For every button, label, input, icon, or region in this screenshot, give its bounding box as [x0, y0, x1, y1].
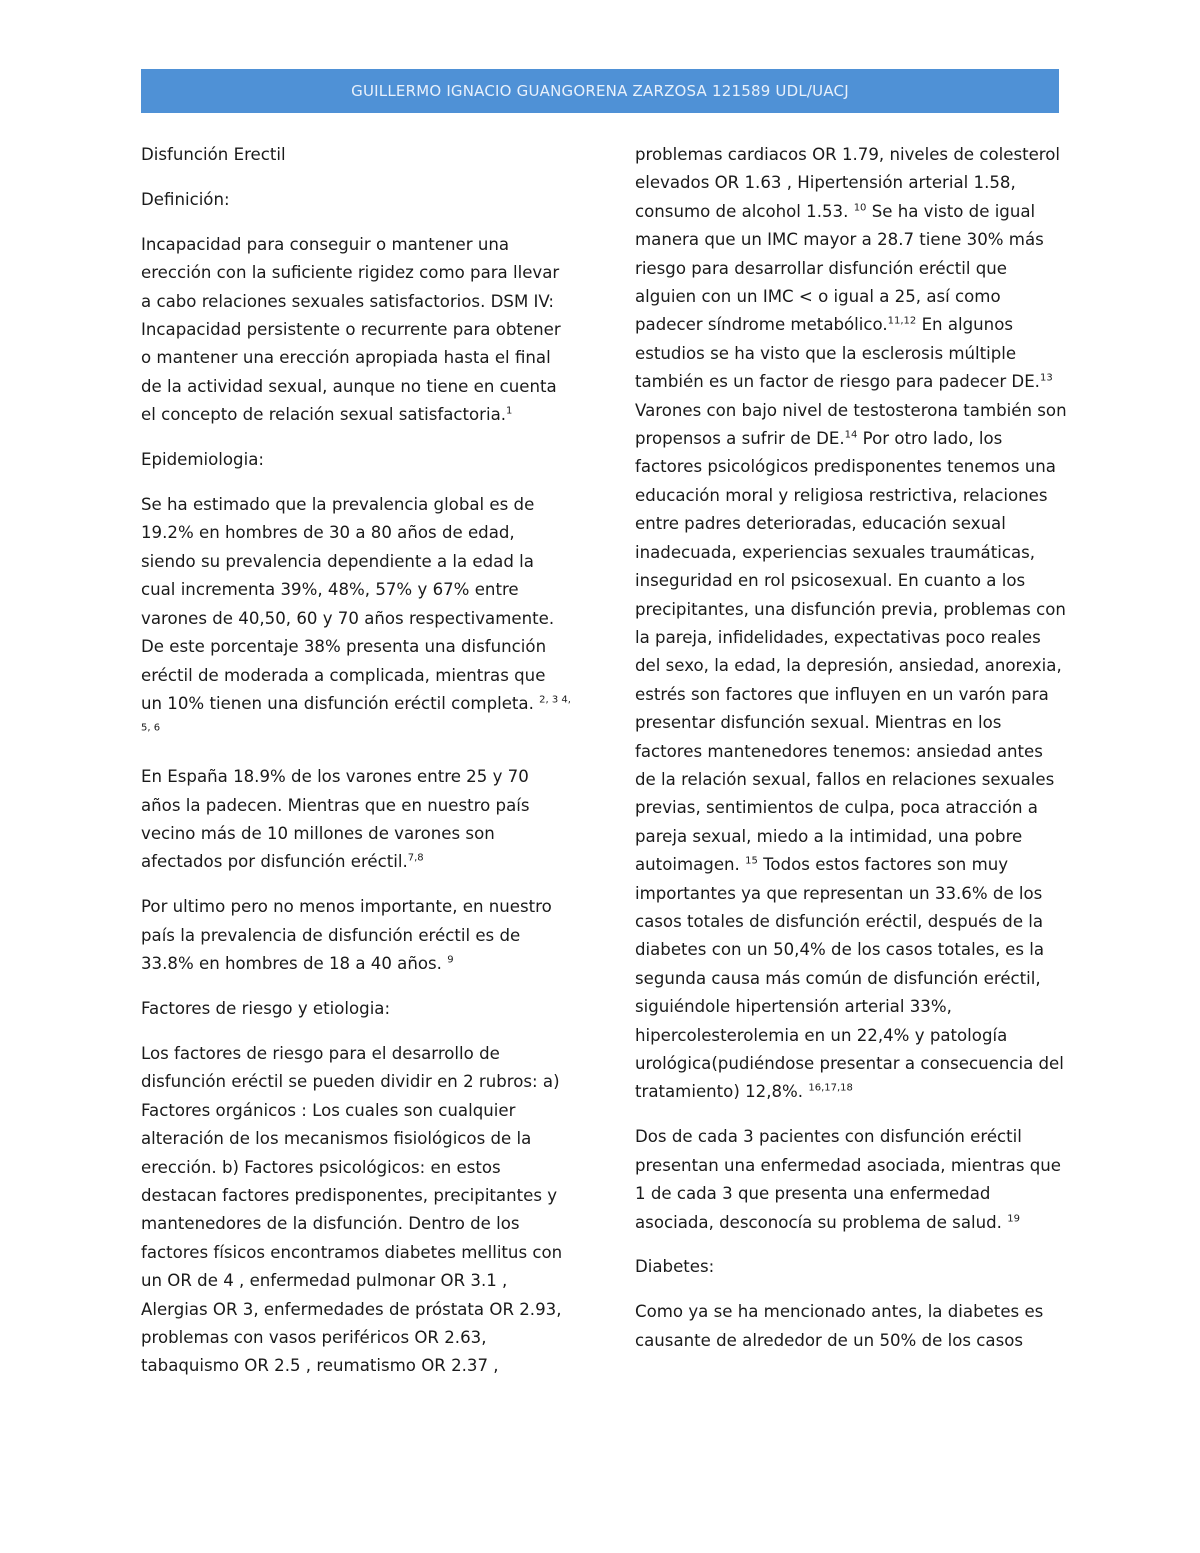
spain-paragraph: En España 18.9% de los varones entre 25 y 70 años la padecen. Mientras que en nuestro país vecino más de 10 millones de varones son afectados por disfunción eréctil.$^{7,8}$: [141, 767, 530, 872]
document-title: Disfunción Erectil: [141, 145, 286, 164]
risk-continuation-paragraph: problemas cardiacos OR 1.79, niveles de colesterol elevados OR 1.63 , Hipertensión arterial 1.58, consumo de alcohol 1.53. $^{10}$ Se ha visto de igual manera que un IMC mayor a 28.7 tiene 30% más riesgo para desarrollar disfunción eréctil que alguien con un IMC < o igual a 25, así como padecer síndrome metabólico.$^{11,12}$ En algunos estudios se ha visto que la esclerosis múltiple también es un factor de riesgo para padecer DE.$^{13}$ Varones con bajo nivel de testosterona también son propensos a sufrir de DE.$^{14}$ Por otro lado, los factores psicológicos predisponentes tenemos una educación moral y religiosa restrictiva, relaciones entre padres deterioradas, educación sexual inadecuada, experiencias sexuales traumáticas, inseguridad en rol psicosexual. En cuanto a los precipitantes, una disfunción previa, problemas con la pareja, infidelidades, expectativas poco reales del sexo, la edad, la depresión, ansiedad, anorexia, estrés son factores que influyen en un varón para presentar disfunción sexual. Mientras en los factores mantenedores tenemos: ansiedad antes de la relación sexual, fallos en relaciones sexuales previas, sentimientos de culpa, poca atracción a pareja sexual, miedo a la intimidad, una pobre autoimagen. $^{15}$ Todos estos factores son muy importantes ya que representan un 33.6% de los casos totales de disfunción eréctil, después de la diabetes con un 50,4% de los casos totales, es la segunda causa más común de disfunción eréctil, siguiéndole hipertensión arterial 33%, hipercolesterolemia en un 22,4% y patología urológica(pudiéndose presentar a consecuencia del tratamiento) 12,8%. $^{16,17,18}$: [635, 145, 1067, 1102]
citation: 9: [447, 954, 454, 966]
citation: 13: [1039, 372, 1053, 384]
epidemiology-heading: Epidemiologia:: [141, 450, 264, 470]
comorbidity-paragraph: Dos de cada 3 pacientes con disfunción eréctil presentan una enfermedad asociada, mientras que 1 de cada 3 que presenta una enfermedad asociada, desconocía su problema de salud. $^{19}$: [635, 1127, 1062, 1232]
epidemiology-paragraph: Se ha estimado que la prevalencia global es de 19.2% en hombres de 30 a 80 años de edad, siendo su prevalencia dependiente a la edad la cual incrementa 39%, 48%, 57% y 67% entre varones de 40,50, 60 y 70 años respectivamente. De este porcentaje 38% presenta una disfunción eréctil de moderada a complicada, mientras que un 10% tienen una disfunción eréctil completa. $^{2, 3 4, 5, 6}$: [141, 495, 571, 734]
diabetes-heading: Diabetes:: [635, 1257, 715, 1277]
header-title: GUILLERMO IGNACIO GUANGORENA ZARZOSA 121589 UDL/UACJ: [351, 82, 849, 100]
citation: 10: [853, 202, 867, 214]
right-column: [635, 141, 1067, 1355]
citation: 19: [1007, 1213, 1020, 1224]
left-column: [141, 141, 571, 1381]
citation: 11,12: [887, 315, 917, 327]
definition-heading: Definición:: [141, 189, 230, 209]
citation: 15: [745, 855, 758, 867]
citation: 2, 3 4, 5, 6: [141, 694, 571, 734]
mexico-paragraph: Por ultimo pero no menos importante, en nuestro país la prevalencia de disfunción eréctil es de 33.8% en hombres de 18 a 40 años. $^9$: [141, 897, 552, 974]
risk-paragraph: Los factores de riesgo para el desarrollo de disfunción eréctil se pueden dividir en 2 rubros: a) Factores orgánicos : Los cuales son cualquier alteración de los mecanismos fisiológicos de la erección. b) Factores psicológicos: en estos destacan factores predisponentes, precipitantes y mantenedores de la disfunción. Dentro de los factores físicos encontramos diabetes mellitus con un OR de 4 , enfermedad pulmonar OR 3.1 , Alergias OR 3, enfermedades de próstata OR 2.93, problemas con vasos periféricos OR 2.63, tabaquismo OR 2.5 , reumatismo OR 2.37 ,: [141, 1043, 563, 1376]
diabetes-paragraph: Como ya se ha mencionado antes, la diabetes es causante de alrededor de un 50% de los casos: [635, 1302, 1044, 1350]
risk-heading: Factores de riesgo y etiologia:: [141, 999, 391, 1019]
definition-paragraph: Incapacidad para conseguir o mantener una erección con la suficiente rigidez como para llevar a cabo relaciones sexuales satisfactorios. DSM IV: Incapacidad persistente o recurrente para obtener o mantener una erección apropiada hasta el final de la actividad sexual, aunque no tiene en cuenta el concepto de relación sexual satisfactoria.$^1$: [141, 234, 561, 425]
citation: 1: [506, 405, 513, 417]
citation: 14: [844, 429, 858, 441]
citation: 16,17,18: [808, 1082, 853, 1094]
citation: 7,8: [407, 852, 424, 864]
header-bar: [141, 69, 1059, 113]
